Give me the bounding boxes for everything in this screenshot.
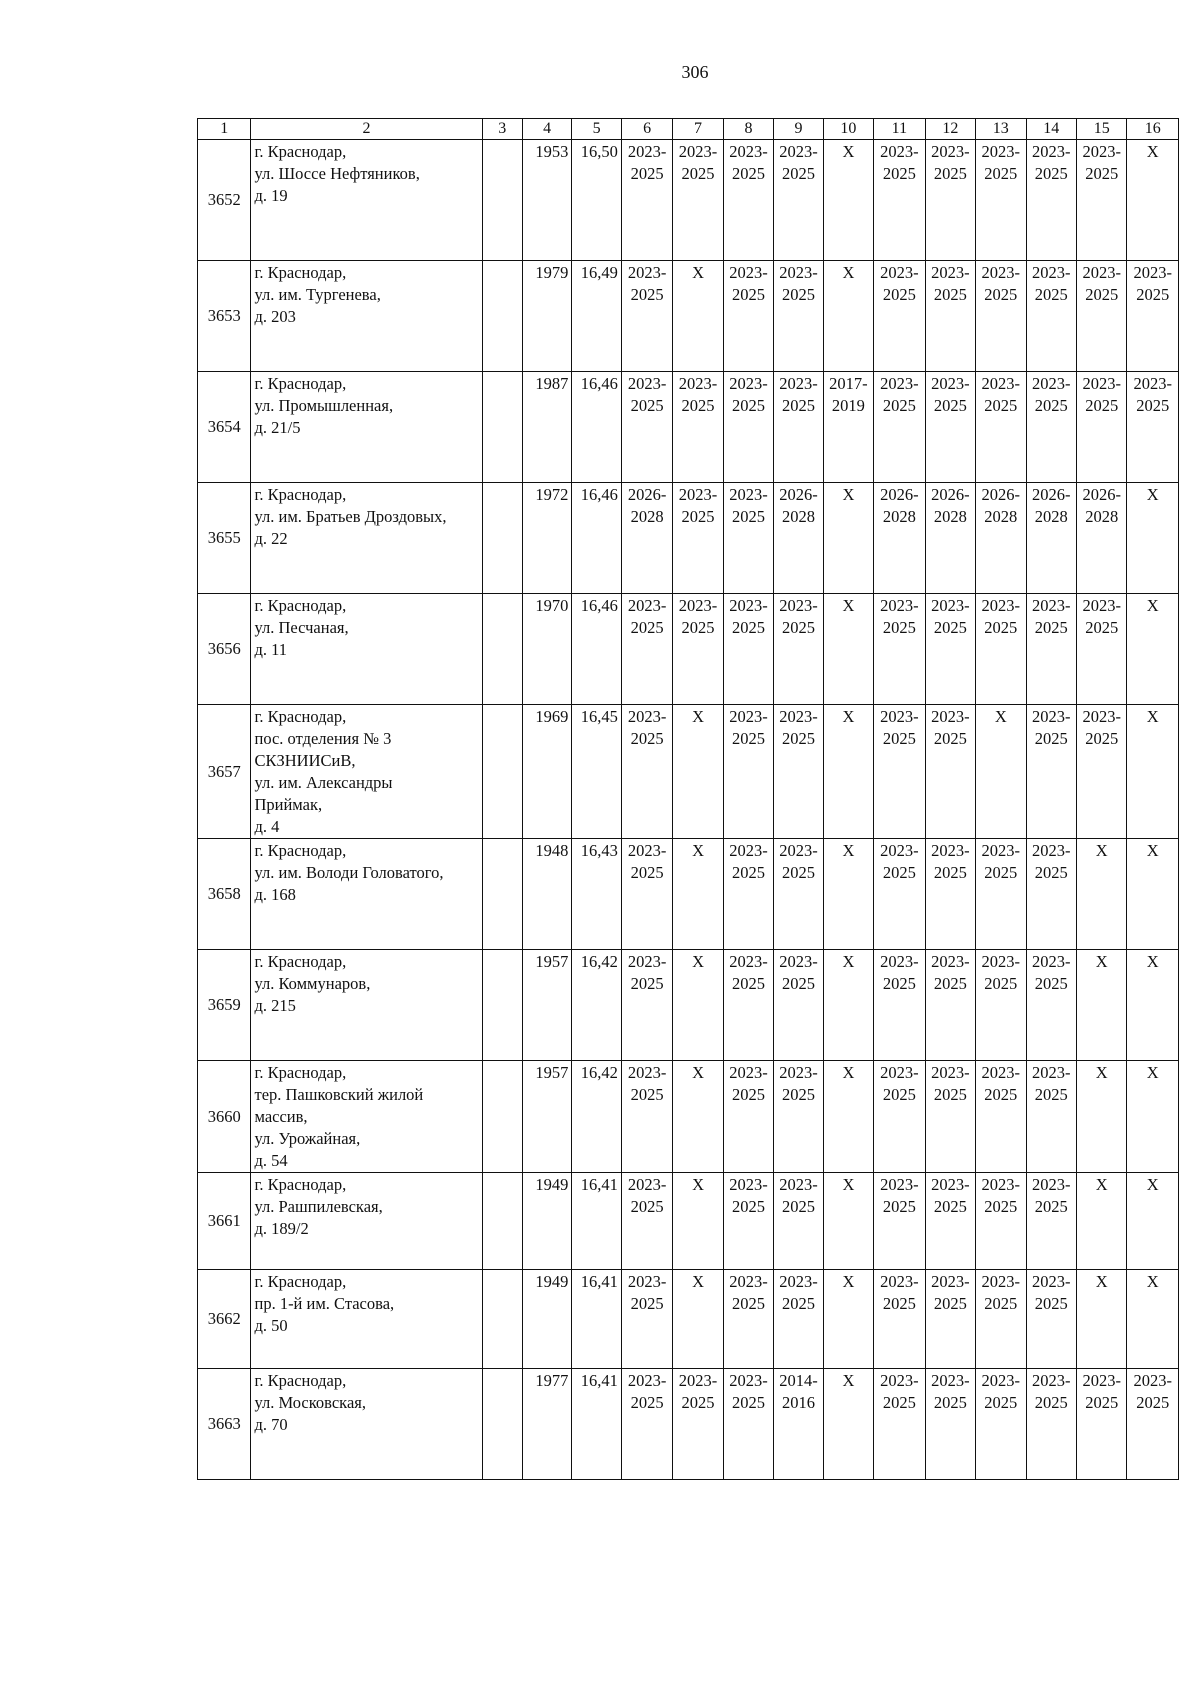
period-cell: 2023- 2025 [774, 372, 823, 483]
period-cell: 2023- 2025 [723, 705, 773, 839]
year-cell: 1953 [522, 140, 571, 261]
period-cell: 2023- 2025 [774, 839, 823, 950]
period-cell: 2026- 2028 [925, 483, 975, 594]
period-cell: 2023- 2025 [976, 839, 1026, 950]
period-cell: 2023- 2025 [976, 1270, 1026, 1369]
period-cell: 2023- 2025 [1076, 705, 1126, 839]
value-cell: 16,49 [572, 261, 621, 372]
row-number: 3656 [198, 594, 251, 705]
period-cell: 2023- 2025 [621, 1270, 672, 1369]
address-line: д. 4 [254, 817, 280, 836]
period-cell: 2023- 2025 [976, 950, 1026, 1061]
address-line: СКЗНИИСиВ, [254, 751, 356, 770]
period-cell: X [1127, 1061, 1179, 1173]
address-line: ул. Московская, [254, 1393, 366, 1412]
period-cell: 2023- 2025 [723, 1270, 773, 1369]
address-cell [251, 1061, 482, 1173]
period-cell: 2023- 2025 [723, 372, 773, 483]
period-cell: 2023- 2025 [774, 594, 823, 705]
period-cell: X [673, 261, 723, 372]
year-cell: 1969 [522, 705, 571, 839]
period-cell: X [823, 1173, 873, 1270]
address-line: ул. Рашпилевская, [254, 1197, 383, 1216]
address-line: ул. Урожайная, [254, 1129, 361, 1148]
period-cell: 2023- 2025 [621, 705, 672, 839]
period-cell: X [823, 950, 873, 1061]
column-number: 4 [522, 119, 571, 140]
column-number-row [198, 119, 1179, 140]
period-cell: 2023- 2025 [1026, 950, 1076, 1061]
column-number: 16 [1127, 119, 1179, 140]
column-number: 14 [1026, 119, 1076, 140]
address-line: массив, [254, 1107, 308, 1126]
empty-cell [482, 594, 522, 705]
value-cell: 16,50 [572, 140, 621, 261]
period-cell: X [976, 705, 1026, 839]
period-cell: X [1076, 1061, 1126, 1173]
address-line: ул. им. Тургенева, [254, 285, 381, 304]
address-line: д. 19 [254, 186, 288, 205]
period-cell: 2023- 2025 [723, 483, 773, 594]
column-number: 13 [976, 119, 1026, 140]
empty-cell [482, 950, 522, 1061]
period-cell: X [823, 1061, 873, 1173]
row-number: 3658 [198, 839, 251, 950]
table-row [198, 705, 1179, 839]
period-cell: X [673, 950, 723, 1061]
year-cell: 1948 [522, 839, 571, 950]
period-cell: 2023- 2025 [774, 140, 823, 261]
column-number: 6 [621, 119, 672, 140]
column-number: 15 [1076, 119, 1126, 140]
address-cell [251, 483, 482, 594]
period-cell: 2023- 2025 [774, 1270, 823, 1369]
period-cell: 2023- 2025 [976, 1173, 1026, 1270]
column-number: 1 [198, 119, 251, 140]
period-cell: 2023- 2025 [1026, 1369, 1076, 1480]
period-cell: X [1127, 483, 1179, 594]
period-cell: X [823, 839, 873, 950]
address-line: г. Краснодар, [254, 1272, 347, 1291]
value-cell: 16,41 [572, 1270, 621, 1369]
row-number: 3653 [198, 261, 251, 372]
period-cell: 2023- 2025 [976, 261, 1026, 372]
period-cell: 2023- 2025 [774, 705, 823, 839]
address-line: д. 168 [254, 885, 296, 904]
column-number: 12 [925, 119, 975, 140]
table-row [198, 839, 1179, 950]
period-cell: 2023- 2025 [925, 839, 975, 950]
table-row [198, 594, 1179, 705]
table-row [198, 950, 1179, 1061]
table-row [198, 1270, 1179, 1369]
year-cell: 1949 [522, 1270, 571, 1369]
row-number: 3660 [198, 1061, 251, 1173]
period-cell: 2023- 2025 [723, 140, 773, 261]
table-row [198, 483, 1179, 594]
value-cell: 16,43 [572, 839, 621, 950]
period-cell: X [823, 705, 873, 839]
column-number: 10 [823, 119, 873, 140]
address-line: ул. Промышленная, [254, 396, 394, 415]
address-line: тер. Пашковский жилой [254, 1085, 424, 1104]
period-cell: 2023- 2025 [621, 1061, 672, 1173]
period-cell: 2023- 2025 [723, 950, 773, 1061]
period-cell: X [1127, 1173, 1179, 1270]
value-cell: 16,42 [572, 1061, 621, 1173]
period-cell: X [823, 483, 873, 594]
row-number: 3662 [198, 1270, 251, 1369]
period-cell: 2023- 2025 [874, 372, 925, 483]
value-cell: 16,41 [572, 1369, 621, 1480]
period-cell: 2023- 2025 [621, 950, 672, 1061]
period-cell: 2026- 2028 [621, 483, 672, 594]
address-line: д. 11 [254, 640, 288, 659]
year-cell: 1957 [522, 1061, 571, 1173]
address-line: г. Краснодар, [254, 485, 347, 504]
period-cell: X [823, 261, 873, 372]
address-line: г. Краснодар, [254, 1175, 347, 1194]
year-cell: 1970 [522, 594, 571, 705]
period-cell: 2023- 2025 [976, 372, 1026, 483]
page-number: 306 [681, 62, 709, 82]
address-cell [251, 1369, 482, 1480]
empty-cell [482, 261, 522, 372]
period-cell: 2023- 2025 [1026, 140, 1076, 261]
address-line: ул. им. Братьев Дроздовых, [254, 507, 447, 526]
address-line: д. 203 [254, 307, 296, 326]
address-line: пр. 1-й им. Стасова, [254, 1294, 395, 1313]
column-number: 7 [673, 119, 723, 140]
row-number: 3657 [198, 705, 251, 839]
period-cell: 2023- 2025 [621, 1173, 672, 1270]
empty-cell [482, 1173, 522, 1270]
address-line: ул. Коммунаров, [254, 974, 371, 993]
address-line: г. Краснодар, [254, 596, 347, 615]
period-cell: X [1127, 1270, 1179, 1369]
period-cell: 2023- 2025 [874, 1369, 925, 1480]
address-line: д. 189/2 [254, 1219, 309, 1238]
address-cell [251, 140, 482, 261]
period-cell: 2023- 2025 [976, 1369, 1026, 1480]
value-cell: 16,41 [572, 1173, 621, 1270]
table-row [198, 261, 1179, 372]
period-cell: X [1127, 950, 1179, 1061]
period-cell: X [1127, 140, 1179, 261]
address-cell [251, 839, 482, 950]
value-cell: 16,45 [572, 705, 621, 839]
period-cell: 2023- 2025 [1127, 372, 1179, 483]
empty-cell [482, 839, 522, 950]
period-cell: 2023- 2025 [925, 594, 975, 705]
period-cell: 2023- 2025 [925, 261, 975, 372]
empty-cell [482, 140, 522, 261]
period-cell: 2023- 2025 [1026, 372, 1076, 483]
address-line: д. 50 [254, 1316, 288, 1335]
year-cell: 1977 [522, 1369, 571, 1480]
table-row [198, 140, 1179, 261]
period-cell: X [1076, 950, 1126, 1061]
address-line: Приймак, [254, 795, 323, 814]
period-cell: 2023- 2025 [774, 1173, 823, 1270]
year-cell: 1987 [522, 372, 571, 483]
period-cell: X [1127, 594, 1179, 705]
row-number: 3661 [198, 1173, 251, 1270]
period-cell: 2023- 2025 [1026, 1270, 1076, 1369]
period-cell: 2023- 2025 [1026, 705, 1076, 839]
period-cell: 2023- 2025 [1076, 594, 1126, 705]
period-cell: 2023- 2025 [925, 950, 975, 1061]
period-cell: 2023- 2025 [925, 372, 975, 483]
column-number: 11 [874, 119, 925, 140]
column-number: 9 [774, 119, 823, 140]
column-number: 2 [251, 119, 482, 140]
period-cell: 2023- 2025 [723, 261, 773, 372]
column-number: 3 [482, 119, 522, 140]
period-cell: 2023- 2025 [621, 372, 672, 483]
row-number: 3652 [198, 140, 251, 261]
period-cell: 2026- 2028 [874, 483, 925, 594]
period-cell: 2023- 2025 [621, 594, 672, 705]
address-cell [251, 1173, 482, 1270]
period-cell: 2023- 2025 [874, 1173, 925, 1270]
period-cell: 2023- 2025 [925, 1270, 975, 1369]
column-number: 5 [572, 119, 621, 140]
period-cell: 2023- 2025 [874, 1061, 925, 1173]
period-cell: 2023- 2025 [925, 1061, 975, 1173]
address-cell [251, 705, 482, 839]
period-cell: 2026- 2028 [1026, 483, 1076, 594]
empty-cell [482, 705, 522, 839]
period-cell: 2023- 2025 [723, 594, 773, 705]
table-row [198, 372, 1179, 483]
period-cell: 2023- 2025 [723, 1061, 773, 1173]
period-cell: X [673, 1061, 723, 1173]
address-cell [251, 372, 482, 483]
address-cell [251, 594, 482, 705]
period-cell: 2023- 2025 [673, 140, 723, 261]
period-cell: 2014- 2016 [774, 1369, 823, 1480]
period-cell: X [673, 705, 723, 839]
period-cell: 2026- 2028 [976, 483, 1026, 594]
period-cell: 2023- 2025 [1026, 1173, 1076, 1270]
period-cell: 2023- 2025 [723, 839, 773, 950]
period-cell: 2023- 2025 [673, 594, 723, 705]
address-line: ул. им. Александры [254, 773, 393, 792]
year-cell: 1979 [522, 261, 571, 372]
period-cell: 2023- 2025 [874, 140, 925, 261]
period-cell: 2023- 2025 [874, 1270, 925, 1369]
address-line: ул. Шоссе Нефтяников, [254, 164, 420, 183]
period-cell: 2023- 2025 [874, 594, 925, 705]
period-cell: 2023- 2025 [621, 140, 672, 261]
address-line: д. 70 [254, 1415, 288, 1434]
period-cell: 2023- 2025 [673, 1369, 723, 1480]
row-number: 3655 [198, 483, 251, 594]
period-cell: X [1127, 705, 1179, 839]
address-line: г. Краснодар, [254, 1371, 347, 1390]
address-line: г. Краснодар, [254, 841, 347, 860]
period-cell: 2023- 2025 [874, 261, 925, 372]
period-cell: 2026- 2028 [774, 483, 823, 594]
address-line: д. 215 [254, 996, 296, 1015]
address-line: г. Краснодар, [254, 374, 347, 393]
period-cell: 2023- 2025 [1026, 594, 1076, 705]
period-cell: 2023- 2025 [621, 261, 672, 372]
value-cell: 16,46 [572, 372, 621, 483]
period-cell: 2023- 2025 [1127, 261, 1179, 372]
value-cell: 16,46 [572, 594, 621, 705]
period-cell: 2023- 2025 [976, 140, 1026, 261]
period-cell: 2023- 2025 [673, 372, 723, 483]
value-cell: 16,42 [572, 950, 621, 1061]
address-line: пос. отделения № 3 [254, 729, 392, 748]
table-row [198, 1061, 1179, 1173]
period-cell: X [823, 1270, 873, 1369]
address-cell [251, 1270, 482, 1369]
period-cell: 2023- 2025 [774, 1061, 823, 1173]
period-cell: X [1127, 839, 1179, 950]
period-cell: 2023- 2025 [1127, 1369, 1179, 1480]
period-cell: X [823, 140, 873, 261]
period-cell: 2023- 2025 [1026, 1061, 1076, 1173]
period-cell: 2023- 2025 [621, 1369, 672, 1480]
address-line: г. Краснодар, [254, 707, 347, 726]
period-cell: 2023- 2025 [925, 1369, 975, 1480]
period-cell: 2023- 2025 [925, 140, 975, 261]
period-cell: 2023- 2025 [874, 950, 925, 1061]
address-line: ул. Песчаная, [254, 618, 349, 637]
period-cell: 2023- 2025 [723, 1369, 773, 1480]
address-line: д. 22 [254, 529, 288, 548]
empty-cell [482, 483, 522, 594]
period-cell: X [823, 1369, 873, 1480]
column-number: 8 [723, 119, 773, 140]
period-cell: 2023- 2025 [874, 839, 925, 950]
period-cell: X [673, 839, 723, 950]
address-cell [251, 950, 482, 1061]
period-cell: 2023- 2025 [1076, 372, 1126, 483]
empty-cell [482, 1369, 522, 1480]
value-cell: 16,46 [572, 483, 621, 594]
period-cell: 2023- 2025 [874, 705, 925, 839]
period-cell: 2023- 2025 [723, 1173, 773, 1270]
period-cell: 2023- 2025 [976, 1061, 1026, 1173]
period-cell: X [673, 1173, 723, 1270]
address-line: д. 21/5 [254, 418, 301, 437]
period-cell: 2023- 2025 [1076, 1369, 1126, 1480]
period-cell: 2023- 2025 [1076, 140, 1126, 261]
address-line: д. 54 [254, 1151, 288, 1170]
period-cell: 2023- 2025 [976, 594, 1026, 705]
housing-register-table [197, 118, 1179, 1480]
row-number: 3659 [198, 950, 251, 1061]
address-line: г. Краснодар, [254, 142, 347, 161]
period-cell: 2023- 2025 [925, 705, 975, 839]
period-cell: 2023- 2025 [774, 950, 823, 1061]
period-cell: 2023- 2025 [1026, 261, 1076, 372]
empty-cell [482, 372, 522, 483]
year-cell: 1957 [522, 950, 571, 1061]
period-cell: 2023- 2025 [673, 483, 723, 594]
address-line: ул. им. Володи Головатого, [254, 863, 444, 882]
period-cell: 2023- 2025 [621, 839, 672, 950]
period-cell: X [1076, 1173, 1126, 1270]
period-cell: X [1076, 1270, 1126, 1369]
year-cell: 1972 [522, 483, 571, 594]
address-cell [251, 261, 482, 372]
empty-cell [482, 1061, 522, 1173]
period-cell: 2023- 2025 [925, 1173, 975, 1270]
address-line: г. Краснодар, [254, 952, 347, 971]
period-cell: 2026- 2028 [1076, 483, 1126, 594]
period-cell: 2023- 2025 [774, 261, 823, 372]
table-row [198, 1173, 1179, 1270]
year-cell: 1949 [522, 1173, 571, 1270]
period-cell: 2017- 2019 [823, 372, 873, 483]
empty-cell [482, 1270, 522, 1369]
address-line: г. Краснодар, [254, 263, 347, 282]
period-cell: X [1076, 839, 1126, 950]
period-cell: X [673, 1270, 723, 1369]
period-cell: 2023- 2025 [1076, 261, 1126, 372]
table-row [198, 1369, 1179, 1480]
row-number: 3663 [198, 1369, 251, 1480]
period-cell: X [823, 594, 873, 705]
row-number: 3654 [198, 372, 251, 483]
period-cell: 2023- 2025 [1026, 839, 1076, 950]
address-line: г. Краснодар, [254, 1063, 347, 1082]
